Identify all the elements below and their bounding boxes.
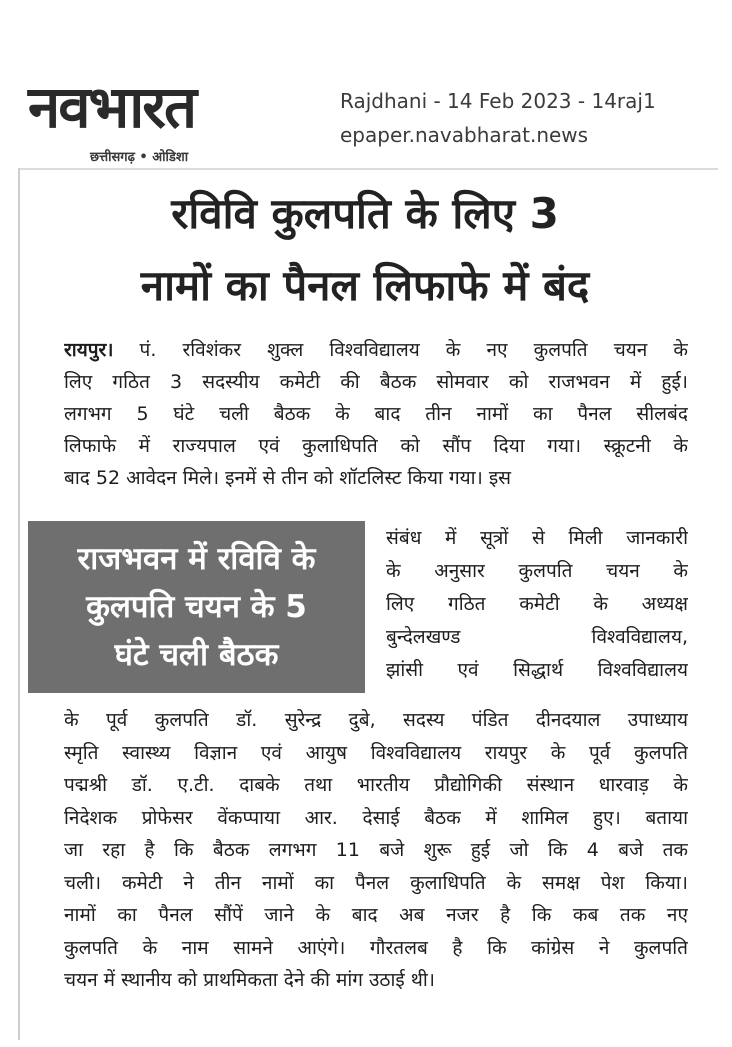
side-line: बुन्देलखण्ड विश्वविद्यालय,	[386, 626, 688, 648]
epaper-url: epaper.navabharat.news	[340, 123, 589, 147]
pullquote-line: कुलपति चयन के 5	[86, 589, 307, 625]
side-line: लिए गठित कमेटी के अध्यक्ष	[386, 593, 688, 615]
article-intro	[64, 334, 688, 494]
intro-line	[64, 334, 688, 366]
article-headline	[30, 178, 700, 322]
masthead-region: छत्तीसगढ़ • ओडिशा	[90, 150, 189, 165]
edition-line: Rajdhani - 14 Feb 2023 - 14raj1	[340, 89, 656, 113]
pullquote-line: राजभवन में रविवि के	[77, 541, 316, 577]
column-border	[18, 168, 20, 1040]
side-line: संबंध में सूत्रों से मिली जानकारी	[386, 527, 688, 549]
pullquote-box	[28, 521, 365, 693]
side-column-text	[386, 522, 688, 687]
intro-line-text: पं. रविशंकर शुक्ल विश्वविद्यालय के नए कुलपति चयन के	[113, 339, 688, 361]
body-line: पद्मश्री डॉ. ए.टी. दाबके तथा भारतीय प्रौद्योगिकी संस्थान धारवाड़ के	[64, 774, 688, 796]
intro-line: लगभग 5 घंटे चली बैठक के बाद तीन नामों का पैनल सीलबंद	[64, 403, 688, 425]
body-line: चली। कमेटी ने तीन नामों का पैनल कुलाधिपति के समक्ष पेश किया।	[64, 871, 688, 894]
edition-meta	[340, 84, 656, 152]
pullquote-line: घंटे चली बैठक	[114, 637, 279, 673]
body-line: निदेशक प्रोफेसर वेंकप्पाया आर. देसाई बैठक में शामिल हुए। बताया	[64, 806, 688, 829]
intro-line: बाद 52 आवेदन मिले। इनमें से तीन को शॉटलिस्ट किया गया। इस	[64, 467, 511, 489]
headline-line-1: रविवि कुलपति के लिए 3	[171, 189, 559, 238]
masthead-logo: नवभारत	[28, 73, 196, 141]
body-line: के पूर्व कुलपति डॉ. सुरेन्द्र दुबे, सदस्य पंडित दीनदयाल उपाध्याय	[64, 709, 688, 731]
body-line: नामों का पैनल सौंपें जाने के बाद अब नजर है कि कब तक नए	[64, 904, 688, 926]
side-line: के अनुसार कुलपति चयन के	[386, 560, 688, 582]
masthead-divider	[18, 168, 718, 170]
dateline-place: रायपुर।	[64, 339, 114, 361]
body-line: जा रहा है कि बैठक लगभग 11 बजे शुरू हुई जो कि 4 बजे तक	[64, 839, 688, 861]
side-line: झांसी एवं सिद्धार्थ विश्वविद्यालय	[386, 659, 688, 681]
intro-line: लिए गठित 3 सदस्यीय कमेटी की बैठक सोमवार को राजभवन में हुई।	[64, 371, 688, 393]
body-line: कुलपति के नाम सामने आएंगे। गौरतलब है कि कांग्रेस ने कुलपति	[64, 936, 688, 959]
body-line: स्मृति स्वास्थ्य विज्ञान एवं आयुष विश्वविद्यालय रायपुर के पूर्व कुलपति	[64, 741, 688, 764]
article-body-lower	[64, 704, 688, 997]
intro-line: लिफाफे में राज्यपाल एवं कुलाधिपति को सौंप दिया गया। स्क्रूटनी के	[64, 435, 688, 457]
headline-line-2: नामों का पैनल लिफाफे में बंद	[140, 261, 590, 310]
body-line: चयन में स्थानीय को प्राथमिकता देने की मांग उठाई थी।	[64, 969, 436, 991]
